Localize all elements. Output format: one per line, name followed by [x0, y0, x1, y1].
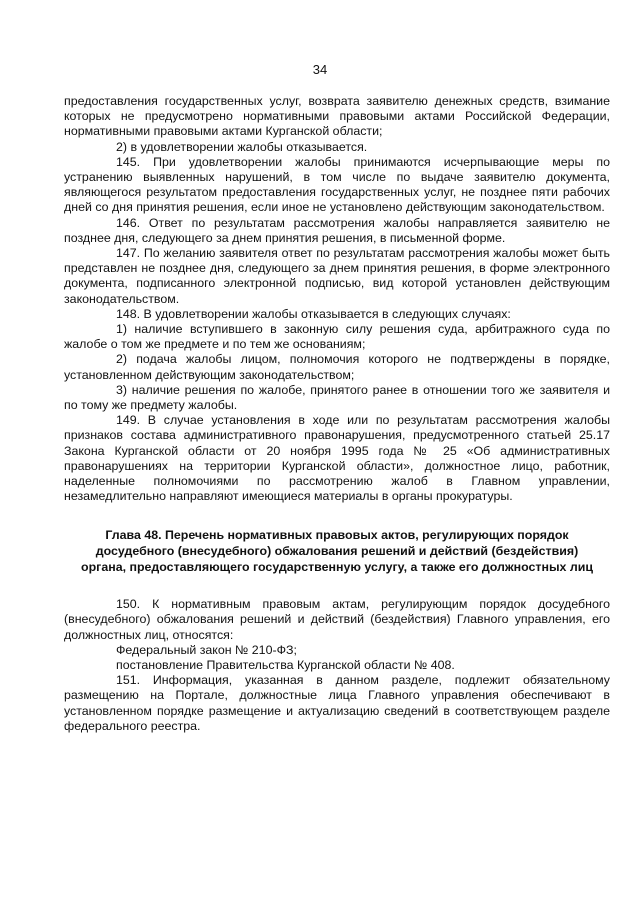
paragraph: 149. В случае установления в ходе или по результатам рассмотрения жалобы признаков состава административного правонарушения, предусмотренного статьей 25.17 Закона Курганской области от 20 ноября 1995 года № 25 «Об административных правонарушениях на территории Курганской области», должностное лицо, работник, наделенные полномочиями по рассмотрению жалоб в Главном управлении, незамедлительно направляют имеющиеся материалы в органы прокуратуры.	[64, 413, 610, 504]
paragraph: 150. К нормативным правовым актам, регулирующим порядок досудебного (внесудебного) обжалования решений и действий (бездействия) Главного управления, его должностных лиц, относятся:	[64, 597, 610, 642]
chapter-heading	[64, 528, 610, 575]
document-body	[64, 94, 610, 734]
paragraph: постановление Правительства Курганской области № 408.	[116, 658, 455, 673]
paragraph: Федеральный закон № 210-ФЗ;	[116, 642, 297, 657]
paragraph: 1) наличие вступившего в законную силу решения суда, арбитражного суда по жалобе о том же предмете и по тем же основаниям;	[64, 322, 610, 352]
heading-line: Глава 48. Перечень нормативных правовых актов, регулирующих порядок	[105, 528, 569, 543]
paragraph: 146. Ответ по результатам рассмотрения жалобы направляется заявителю не позднее дня, следующего за днем принятия решения, в письменной форме.	[64, 215, 610, 245]
paragraphs-bottom	[64, 597, 610, 734]
paragraph: 2) в удовлетворении жалобы отказывается.	[116, 139, 368, 154]
paragraph: предоставления государственных услуг, возврата заявителю денежных средств, взимание которых не предусмотрено нормативными правовыми актами Российской Федерации, нормативными правовыми актами Курганской области;	[64, 94, 610, 139]
paragraph: 145. При удовлетворении жалобы принимаются исчерпывающие меры по устранению выявленных нарушений, в том числе по выдаче заявителю документа, являющегося результатом предоставления государственных услуг, не позднее пяти рабочих дней со дня принятия решения, если иное не установлено действующим законодательством.	[64, 154, 610, 215]
paragraph: 3) наличие решения по жалобе, принятого ранее в отношении того же заявителя и по тому же предмету жалобы.	[64, 382, 610, 413]
page-number: 34	[312, 62, 328, 77]
heading-line: органа, предоставляющего государственную услугу, а также его должностных лиц	[81, 559, 593, 574]
paragraph: 2) подача жалобы лицом, полномочия которого не подтверждены в порядке, установленном действующим законодательством;	[64, 352, 610, 382]
paragraphs-top	[64, 94, 610, 504]
heading-line: досудебного (внесудебного) обжалования решений и действий (бездействия)	[95, 544, 579, 559]
paragraph: 147. По желанию заявителя ответ по результатам рассмотрения жалобы может быть представлен не позднее дня, следующего за днем принятия решения, в форме электронного документа, подписанного электронной подписью, вид которой установлен действующим законодательством.	[64, 246, 610, 306]
paragraph: 148. В удовлетворении жалобы отказывается в следующих случаях:	[116, 306, 511, 321]
paragraph: 151. Информация, указанная в данном разделе, подлежит обязательному размещению на Портале, должностные лица Главного управления обеспечивают в установленном порядке размещение и актуализацию сведений в соответствующем разделе федерального реестра.	[64, 673, 610, 733]
